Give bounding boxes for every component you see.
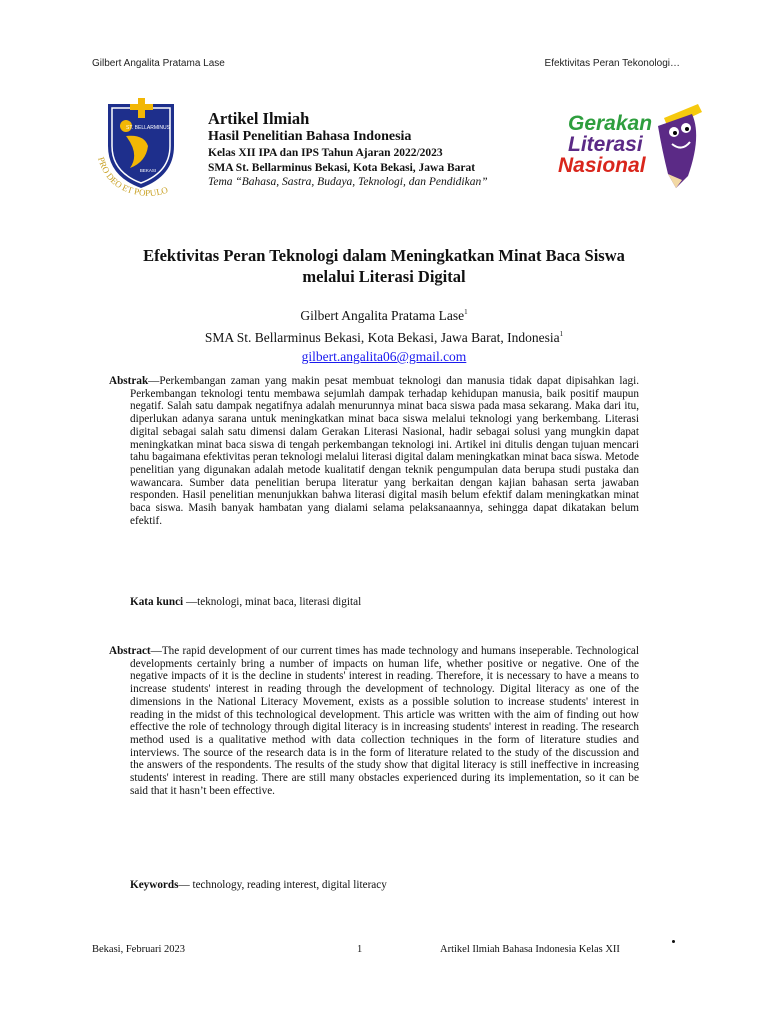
paper-title-line-2: melalui Literasi Digital [302,267,466,286]
header-tema: Tema “Bahasa, Sastra, Budaya, Teknologi, dan Pendidikan” [208,176,488,188]
article-header [208,110,548,190]
page-number: 1 [357,944,363,955]
paper-title [90,245,678,287]
kata-kunci-values: teknologi, minat baca, literasi digital [197,596,362,608]
kata-kunci-sep: — [185,596,198,608]
crest-school-label: ST. BELLARMINUS [126,125,170,131]
running-head-author: Gilbert Angalita Pratama Lase [92,58,225,69]
paper-title-line-1: Efektivitas Peran Teknologi dalam Meningkatkan Minat Baca Siswa [143,246,625,265]
logo-word-nasional: Nasional [558,154,646,177]
abstrak-section [109,375,639,527]
author-affiliation-line [90,325,678,347]
abstrak-paragraph [109,375,639,527]
header-class-line: Kelas XII IPA dan IPS Tahun Ajaran 2022/2023 [208,147,443,159]
keywords-label: Keywords [130,879,179,891]
author-block [90,303,678,366]
crest-city-label: BEKASI [139,168,157,173]
crest-motto: PRO DEO ET POPULO [96,155,170,199]
logo-word-literasi: Literasi [568,133,643,156]
keywords-values: technology, reading interest, digital literacy [192,879,387,891]
affiliation-sup: 1 [559,330,564,338]
bullet-dot [672,940,675,943]
author-name-line [90,303,678,325]
footer-course: Artikel Ilmiah Bahasa Indonesia Kelas XII [440,944,620,955]
author-affiliation: SMA St. Bellarminus Bekasi, Kota Bekasi, Jawa Barat, Indonesia [204,330,560,345]
abstract-en-paragraph [109,645,639,797]
header-subtitle: Hasil Penelitian Bahasa Indonesia [208,129,412,144]
abstrak-body: Perkembangan zaman yang makin pesat membuat teknologi dan manusia tidak dapat dipisahkan lagi. Perkembangan teknologi tentu membawa sejumlah dampak terhadap kehidupan manusia, baik positif maupun negatif. Salah satu dampak negatifnya adalah menurunnya minat baca siswa pada masa sekarang. Maka dari itu, diperlukan adanya sarana untuk meningkatkan minat baca siswa melalui teknologi yang berkembang. Literasi digital sebagai salah satu dimensi dalam Gerakan Literasi Nasional, hadir sebagai solusi yang mungkin dapat meningkatkan minat baca siswa di tengah perkembangan teknologi ini. Artikel ini ditulis dengan tujuan mencari tahu bagaimana efektivitas peran teknologi melalui literasi digital dalam meningkatkan minat baca siswa. Metode penelitian yang digunakan adalah metode kualitatif dengan teknik pengumpulan data berupa studi pustaka dan wawancara. Sumber data penelitian berupa literatur yang berkaitan dengan kajian bahasan serta jawaban responden. Hasil penelitian menunjukkan bahwa literasi digital masih belum efektif dalam meningkatkan minat baca siswa. Masih banyak hambatan yang dialami selama pelaksanaannya, sehingga dapat dikatakan belum efektif. [130,375,639,527]
pencil-mascot-icon [658,104,702,188]
running-head-title: Efektivitas Peran Tekonologi… [544,58,680,69]
abstract-en-label: Abstract [109,645,151,657]
author-email-link[interactable]: gilbert.angalita06@gmail.com [301,349,467,364]
abstrak-label: Abstrak [109,375,149,387]
abstract-en-body: The rapid development of our current times has made technology and humans inseperable. Technological developments certainly bring a number of impacts on human life, whether positive or negative. One of the negative impacts of it is the decline in students' interest in reading. Therefore, it is necessary to have a means to increase students' interest in reading through the development of technology. Digital literacy as one of the dimensions in the National Literacy Movement, exists as a possible solution to increase students' interest in reading in the midst of this technological development. This article was written with the aim of finding out how effective the role of technology through digital literacy is in increasing students' interest in reading. The research method used is a qualitative method with data collection techniques in the form of literature studies and interviews. The source of the research data is in the form of literature related to the study of the discussion and the answers of the respondents. The results of the study show that digital literacy is still ineffective in increasing students' interest in reading. There are still many obstacles experienced during its implementation, so it can be said that it hasn’t been effective. [130,645,639,797]
abstract-en-section [109,645,639,797]
author-name: Gilbert Angalita Pratama Lase [300,308,465,323]
footer-date: Bekasi, Februari 2023 [92,944,186,955]
abstract-en-sep: — [150,645,162,657]
kata-kunci-label: Kata kunci [130,596,184,608]
kata-kunci-line [130,596,361,608]
keywords-line [130,879,387,891]
header-title: Artikel Ilmiah [208,109,310,128]
logo-word-gerakan: Gerakan [568,112,653,135]
header-school-line: SMA St. Bellarminus Bekasi, Kota Bekasi, Jawa Barat [208,161,476,174]
gerakan-literasi-nasional-logo [552,96,708,196]
school-crest-logo [90,96,198,200]
author-sup: 1 [464,308,468,316]
abstrak-sep: — [148,375,160,387]
keywords-sep: — [178,879,190,891]
